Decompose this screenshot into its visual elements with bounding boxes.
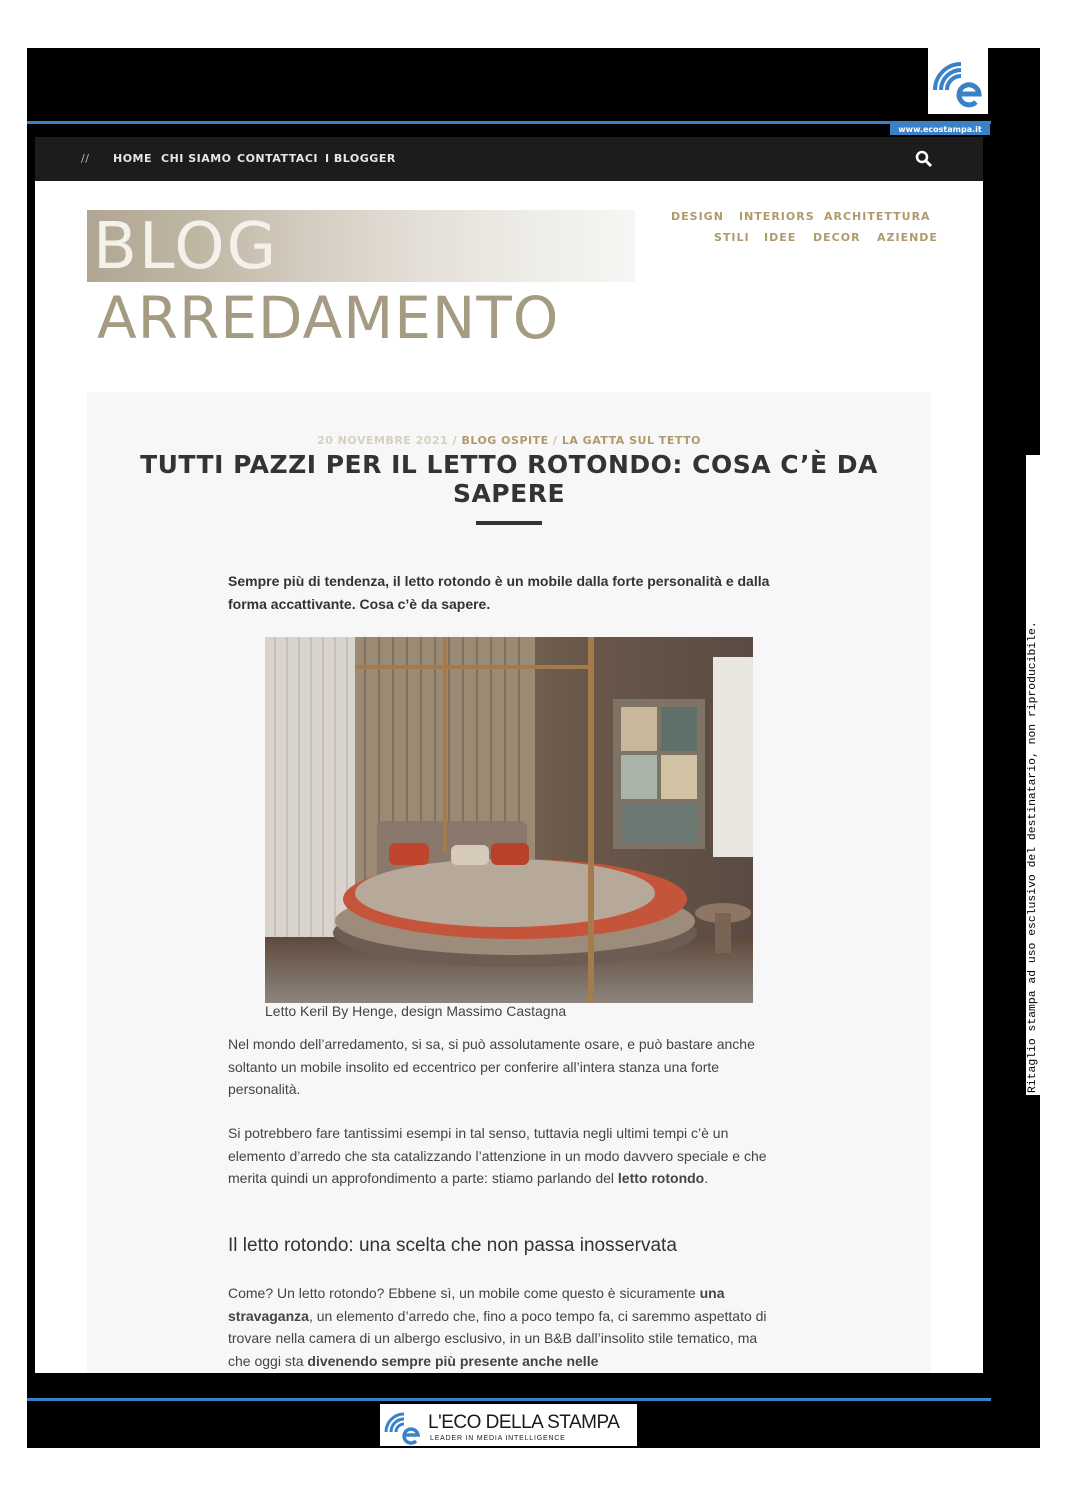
bottom-accent-line (27, 1398, 991, 1401)
clipping-notice (1026, 455, 1040, 1095)
search-icon[interactable] (915, 150, 933, 168)
article-date: 20 NOVEMBRE 2021 (317, 434, 449, 447)
eco-brand-tagline: LEADER IN MEDIA INTELLIGENCE (430, 1435, 566, 1442)
site-logo[interactable] (87, 210, 635, 350)
article-author-link[interactable]: LA GATTA SUL TETTO (561, 434, 701, 447)
nav-i-blogger[interactable]: I BLOGGER (325, 152, 396, 165)
category-decor[interactable]: DECOR (813, 231, 861, 244)
meta-separator: / (452, 434, 462, 447)
eco-waves-icon (382, 1404, 426, 1446)
category-interiors[interactable]: INTERIORS (739, 210, 815, 223)
article-category-link[interactable]: BLOG OSPITE (461, 434, 549, 447)
paragraph-2-text: Si potrebbero fare tantissimi esempi in tal senso, tuttavia negli ultimi tempi c’è un elemento d’arredo che sta catalizzando l’attenzione in un modo davvero speciale e che merita quindi un approfondimento a parte: stiamo parlando del (228, 1125, 767, 1186)
paragraph-3-bold: una stravaganza (228, 1285, 725, 1324)
section-heading: Il letto rotondo: una scelta che non passa inosservata (228, 1235, 677, 1256)
eco-brand-name: L'ECO DELLA STAMPA (428, 1412, 620, 1433)
bed-photo-illustration (265, 637, 753, 1003)
clipping-notice-text: Ritaglio stampa ad uso esclusivo del destinatario, non riproducibile. (1027, 621, 1039, 1093)
eco-url: www.ecostampa.it (890, 124, 990, 135)
paragraph-1: Nel mondo dell’arredamento, si sa, si può assolutamente osare, e può bastare anche soltanto un mobile insolito ed eccentrico per conferire all’intera stanza una forte personalità. (228, 1036, 755, 1097)
web-page (35, 137, 983, 1373)
paragraph-3-text-2: , un elemento d’arredo che, fino a poco tempo fa, ci saremmo aspettato di trovare nella camera di un albergo esclusivo, in un B&B dall’insolito stile tematico, ma che oggi sta (228, 1307, 767, 1369)
article-title: TUTTI PAZZI PER IL LETTO ROTONDO: COSA C’È DA SAPERE (140, 450, 878, 508)
category-stili[interactable]: STILI (714, 231, 750, 244)
logo-arredamento-text: ARREDAMENTO (97, 284, 560, 352)
category-design[interactable]: DESIGN (671, 210, 724, 223)
paragraph-2 (228, 1122, 783, 1190)
nav-separator: // (81, 152, 90, 165)
nav-chi-siamo[interactable]: CHI SIAMO (161, 152, 232, 165)
top-navbar (35, 137, 983, 181)
nav-contattaci[interactable]: CONTATTACI (237, 152, 319, 165)
logo-blog-text: BLOG (93, 210, 279, 284)
article-intro: Sempre più di tendenza, il letto rotondo è un mobile dalla forte personalità e dalla forma accattivante. Cosa c’è da sapere. (228, 573, 770, 612)
article-card (87, 392, 931, 1373)
paragraph-3-text: Come? Un letto rotondo? Ebbene sì, un mobile come questo è sicuramente (228, 1285, 700, 1301)
title-divider (476, 521, 542, 525)
meta-separator: / (552, 434, 562, 447)
eco-waves-icon (929, 50, 987, 112)
top-accent-line (27, 121, 991, 124)
eco-stampa-logo (928, 48, 988, 114)
photo-caption: Letto Keril By Henge, design Massimo Castagna (265, 1003, 567, 1019)
article-photo[interactable] (265, 637, 753, 1003)
eco-stampa-footer-logo (380, 1404, 637, 1446)
paragraph-2-end: . (704, 1170, 709, 1186)
nav-home[interactable]: HOME (113, 152, 153, 165)
paragraph-3-bold-2: divenendo sempre più presente anche nelle (307, 1352, 599, 1369)
article-meta (87, 434, 931, 447)
category-architettura[interactable]: ARCHITETTURA (824, 210, 931, 223)
paragraph-2-bold: letto rotondo (617, 1170, 705, 1186)
category-aziende[interactable]: AZIENDE (877, 231, 938, 244)
category-idee[interactable]: IDEE (764, 231, 797, 244)
paragraph-3 (228, 1282, 783, 1372)
